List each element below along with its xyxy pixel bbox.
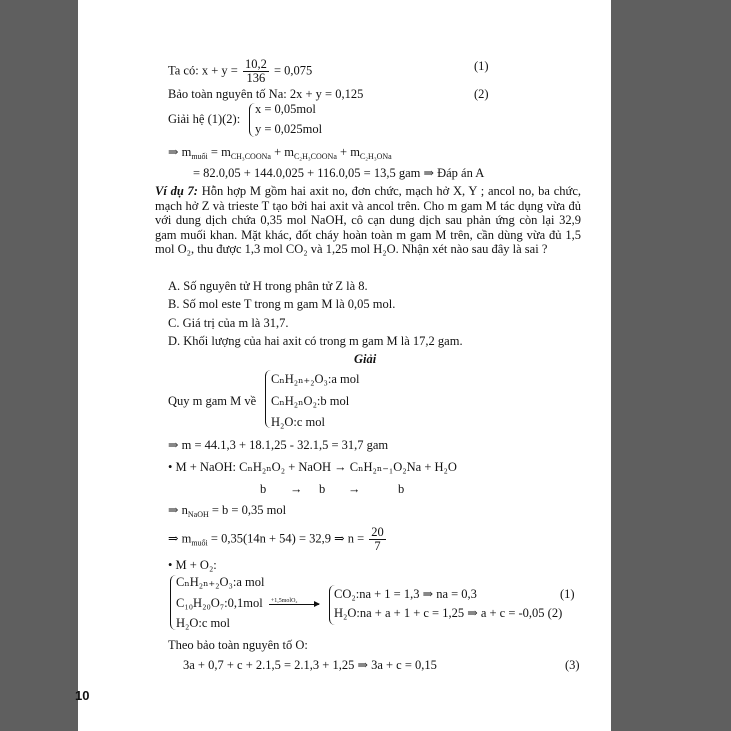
- naoh-b3: b: [398, 482, 405, 496]
- combustion-triester: C₁₀H₂₀O₇:0,1mol: [176, 596, 263, 610]
- eq-tag-co2: (1): [560, 587, 575, 601]
- h2o-balance: H₂O:na + a + 1 + c = 1,25 ⇒ a + c = -0,05 (2): [334, 606, 563, 620]
- plus-1: + m: [270, 145, 294, 159]
- system-x: x = 0,05mol: [255, 102, 316, 116]
- co2-balance: CO₂:na + 1 = 1,3 ⇒ na = 0,3: [334, 587, 477, 601]
- eq1-left: Ta có: x + y =: [168, 63, 238, 78]
- fraction: [243, 58, 269, 85]
- n-naoh-rest: = b = 0,35 mol: [208, 503, 287, 517]
- option-d: D. Khối lượng của hai axit có trong m gam M là 17,2 gam.: [168, 334, 463, 348]
- naoh-b1: b: [260, 482, 267, 496]
- convert-label: Quy m gam M về: [168, 394, 257, 408]
- combustion-ester: CₙH₂ₙ₊₂O₃:a mol: [176, 575, 265, 589]
- n-naoh-arrow: ⇒ n: [168, 503, 188, 517]
- combustion-mid: [176, 596, 322, 611]
- n-fraction: [369, 526, 386, 553]
- mass-sub: muối: [191, 152, 208, 161]
- solution-heading: Giải: [354, 352, 377, 366]
- system-label: Giải hệ (1)(2):: [168, 112, 241, 126]
- oxygen-balance-label: Theo bảo toàn nguyên tố O:: [168, 638, 308, 652]
- example-7: [155, 184, 581, 257]
- system-y: y = 0,025mol: [255, 122, 323, 136]
- m-salt-rest: = 0,35(14n + 54) = 32,9 ⇒ n =: [207, 531, 365, 546]
- arrow-label: +1,5molO₂: [270, 597, 298, 604]
- naoh-b2: b: [319, 482, 326, 496]
- n-fraction-num: 20: [371, 525, 384, 539]
- convert-acid: CₙH₂ₙO₂:b mol: [271, 394, 350, 408]
- sub-c2h3coona: C₂H₃COONa: [293, 152, 337, 161]
- sub-ch3coona: CH₃COONa: [230, 152, 271, 161]
- eq-tag-2: (2): [474, 87, 489, 101]
- mass-salt-eq: [168, 526, 388, 553]
- plus-2: + m: [336, 145, 360, 159]
- mass-arrow: ⇒ m: [168, 145, 192, 159]
- page-number: 10: [75, 688, 90, 703]
- m-salt-arrow: ⇒ m: [168, 531, 192, 546]
- combustion-title: • M + O₂:: [168, 558, 217, 572]
- left-margin-bar: [0, 0, 78, 731]
- m-value: ⇒ m = 44.1,3 + 18.1,25 - 32.1,5 = 31,7 gam: [168, 438, 389, 452]
- option-b: B. Số mol este T trong m gam M là 0,05 mol.: [168, 297, 396, 311]
- option-c: C. Giá trị của m là 31,7.: [168, 316, 289, 330]
- naoh-arrow-1: →: [290, 482, 303, 496]
- example-text: Hỗn hợp M gồm hai axit no, đơn chức, mạch hở X, Y ; ancol no, ba chức, mạch hở Z và trieste T tạo bởi hai axit và ancol trên. Cho m gam M tác dụng vừa đủ với dung dịch chứa 0,35 mol NaOH, cô cạn dung dịch sau phản ứng còn lại 32,9 gam muối khan. Mặt khác, đốt cháy hoàn toàn m gam M trên, cần dùng vừa đủ 1,5 mol O₂, thu được 1,3 mol CO₂ và 1,25 mol H₂O. Nhận xét nào sau đây là sai ?: [155, 184, 581, 257]
- eq1-right: = 0,075: [273, 63, 313, 78]
- mass-eq: = m: [207, 145, 231, 159]
- combustion-arrow: [269, 597, 319, 605]
- eq-x-plus-y: [168, 58, 312, 85]
- mass-result: = 82.0,05 + 144.0,025 + 116.0,05 = 13,5 gam ⇒ Đáp án A: [193, 166, 485, 180]
- mass-salt-sum: [168, 145, 392, 164]
- eq-tag-3: (3): [565, 658, 580, 672]
- example-label: Ví dụ 7:: [155, 184, 198, 198]
- right-margin-bar: [611, 0, 731, 731]
- naoh-reaction: • M + NaOH: CₙH₂ₙO₂ + NaOH → CₙH₂ₙ₋₁O₂Na + H₂O: [168, 460, 457, 474]
- m-salt-sub: muối: [191, 538, 208, 548]
- n-naoh: [168, 503, 286, 522]
- naoh-arrow-2: →: [348, 482, 361, 496]
- combustion-water: H₂O:c mol: [176, 616, 231, 630]
- convert-water: H₂O:c mol: [271, 415, 326, 429]
- n-naoh-sub: NaOH: [187, 510, 209, 519]
- na-balance: Bảo toàn nguyên tố Na: 2x + y = 0,125: [168, 87, 364, 101]
- oxygen-balance-eq: 3a + 0,7 + c + 2.1,5 = 2.1,3 + 1,25 ⇒ 3a + c = 0,15: [183, 658, 437, 672]
- option-a: A. Số nguyên tử H trong phân tử Z là 8.: [168, 279, 368, 293]
- fraction-numerator: 10,2: [244, 57, 267, 71]
- convert-ester: CₙH₂ₙ₊₂O₃:a mol: [271, 372, 360, 386]
- eq-tag-1: (1): [474, 59, 489, 73]
- fraction-denominator: 136: [246, 71, 266, 85]
- document-page: [78, 0, 611, 731]
- sub-c2h3ona: C₂H₃ONa: [359, 152, 392, 161]
- n-fraction-den: 7: [374, 539, 381, 553]
